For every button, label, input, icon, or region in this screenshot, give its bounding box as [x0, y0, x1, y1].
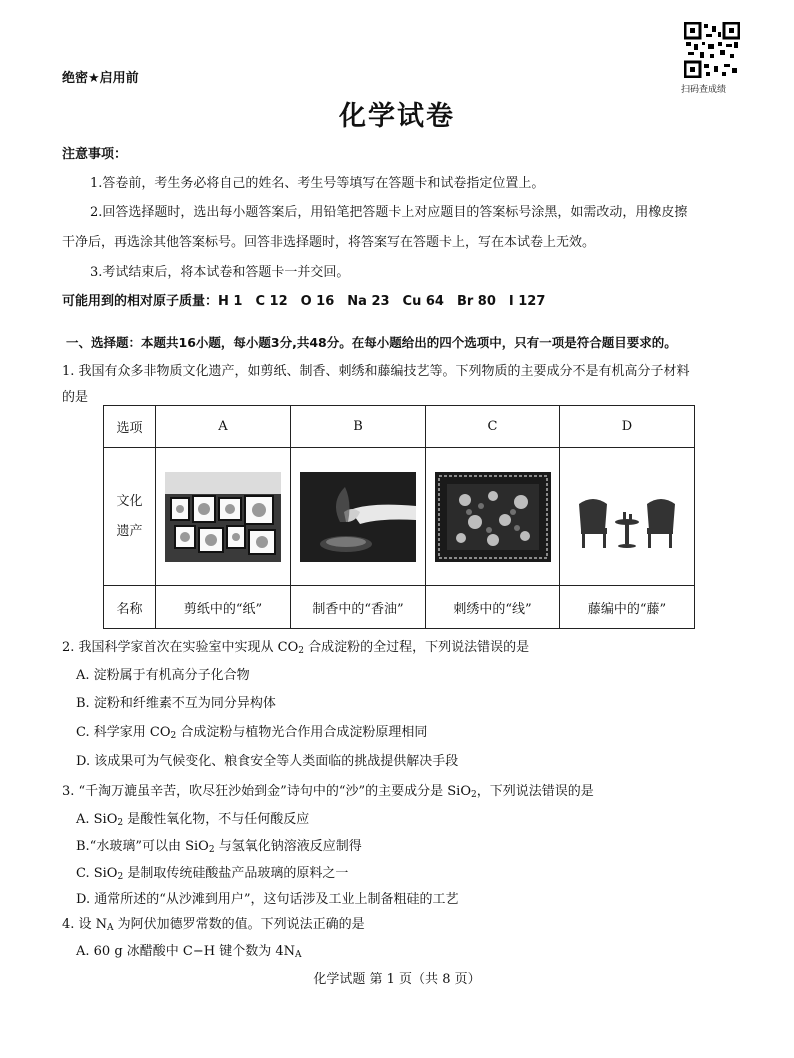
- incense-making-photo: [300, 472, 416, 562]
- name-cell-b: 制香中的“香油”: [291, 586, 426, 629]
- qr-code: [684, 22, 740, 78]
- q3-option-d: D. 通常所述的“从沙滩到用户”，这句话涉及工业上制备粗硅的工艺: [76, 892, 459, 907]
- row-label-heritage-1: 文化: [116, 493, 143, 509]
- section-heading: 一、选择题：本题共16小题，每小题3分,共48分。在每小题给出的四个选项中，只有一项是符合题目要求的。: [66, 335, 677, 350]
- q1-stem: 1. 我国有众多非物质文化遗产，如剪纸、制香、刺绣和藤编技艺等。下列物质的主要成分不是有机高分子材料: [62, 364, 690, 379]
- q2-option-a: A. 淀粉属于有机高分子化合物: [76, 668, 250, 683]
- q4-stem-sub: A: [107, 923, 114, 933]
- q1-stem-cont: 的是: [62, 390, 89, 405]
- q2-option-d: D. 该成果可为气候变化、粮食安全等人类面临的挑战提供解决手段: [76, 754, 459, 769]
- q4-stem-b: 为阿伏加德罗常数的值。下列说法正确的是: [113, 917, 365, 932]
- q2-option-c-sub: 2: [170, 731, 177, 741]
- row-label-name: 名称: [104, 586, 156, 629]
- image-cell-d: [560, 448, 695, 586]
- column-a-letter: A: [156, 406, 291, 448]
- q2-stem-b: 合成淀粉的全过程，下列说法错误的是: [304, 640, 530, 655]
- column-b-letter: B: [291, 406, 426, 448]
- notice-item-2-cont: 干净后，再选涂其他答案标号。回答非选择题时，将答案写在答题卡上，写在本试卷上无效。: [62, 235, 596, 250]
- column-d-letter: D: [560, 406, 695, 448]
- framed-papercut-photo: [165, 472, 281, 562]
- row-label-heritage-2: 遗产: [116, 523, 143, 539]
- q3-option-c-b: 是制取传统硅酸盐产品玻璃的原料之一: [123, 866, 349, 881]
- q4-option-a-sub: A: [295, 950, 302, 960]
- q2-stem: [62, 636, 529, 656]
- q2-stem-sub: 2: [298, 646, 305, 656]
- q4-stem-a: 4. 设 N: [62, 917, 108, 932]
- q3-option-a-b: 是酸性氧化物，不与任何酸反应: [123, 812, 310, 827]
- q3-option-b-sub: 2: [208, 845, 215, 855]
- embroidery-photo: [435, 472, 551, 562]
- q3-option-a: [76, 808, 309, 828]
- q3-option-c: [76, 862, 348, 882]
- q2-option-b: B. 淀粉和纤维素不互为同分异构体: [76, 696, 276, 711]
- q3-option-a-sub: 2: [117, 818, 124, 828]
- column-c-letter: C: [426, 406, 560, 448]
- q3-stem: [62, 780, 594, 800]
- exam-title: 化学试卷: [339, 101, 455, 132]
- notice-item-3: 3.考试结束后，将本试卷和答题卡一并交回。: [90, 265, 350, 280]
- rattan-chairs-photo: [569, 472, 685, 562]
- q1-options-table: [103, 405, 695, 629]
- q2-option-c-a: C. 科学家用 CO: [76, 725, 171, 740]
- image-cell-b: [291, 448, 426, 586]
- q3-option-c-sub: 2: [117, 872, 124, 882]
- atomic-masses: 可能用到的相对原子质量：H 1 C 12 O 16 Na 23 Cu 64 Br 80 I 127: [62, 294, 546, 309]
- q4-stem: [62, 913, 365, 933]
- q3-option-c-a: C. SiO: [76, 866, 118, 881]
- row-label-heritage: [104, 448, 156, 586]
- name-cell-a: 剪纸中的“纸”: [156, 586, 291, 629]
- name-cell-c: 刺绣中的“线”: [426, 586, 560, 629]
- confidential-label: 绝密★启用前: [62, 71, 139, 86]
- q4-option-a: [76, 940, 302, 960]
- q3-stem-a: 3. “千淘万漉虽辛苦，吹尽狂沙始到金”诗句中的“沙”的主要成分是 SiO: [62, 784, 471, 799]
- notice-item-2: 2.回答选择题时，选出每小题答案后，用铅笔把答题卡上对应题目的答案标号涂黑，如需改动，用橡皮擦: [90, 205, 688, 220]
- q3-stem-sub: 2: [470, 790, 477, 800]
- row-label-option: 选项: [104, 406, 156, 448]
- name-cell-d: 藤编中的“藤”: [560, 586, 695, 629]
- q3-option-b-b: 与氢氧化钠溶液反应制得: [214, 839, 362, 854]
- image-cell-c: [426, 448, 560, 586]
- notice-item-1: 1.答卷前，考生务必将自己的姓名、考生号等填写在答题卡和试卷指定位置上。: [90, 176, 545, 191]
- notice-heading: 注意事项：: [62, 147, 128, 162]
- page-footer: 化学试题 第 1 页（共 8 页）: [313, 972, 481, 987]
- q2-stem-a: 2. 我国科学家首次在实验室中实现从 CO: [62, 640, 299, 655]
- q3-stem-b: ，下列说法错误的是: [476, 784, 594, 799]
- q4-option-a-a: A. 60 g 冰醋酸中 C−H 键个数为 4N: [76, 944, 296, 959]
- q2-option-c-b: 合成淀粉与植物光合作用合成淀粉原理相同: [176, 725, 428, 740]
- q3-option-a-a: A. SiO: [76, 812, 118, 827]
- qr-caption: 扫码查成绩: [681, 85, 727, 95]
- q3-option-b: [76, 835, 362, 855]
- image-cell-a: [156, 448, 291, 586]
- q3-option-b-a: B.“水玻璃”可以由 SiO: [76, 839, 209, 854]
- q2-option-c: [76, 721, 427, 741]
